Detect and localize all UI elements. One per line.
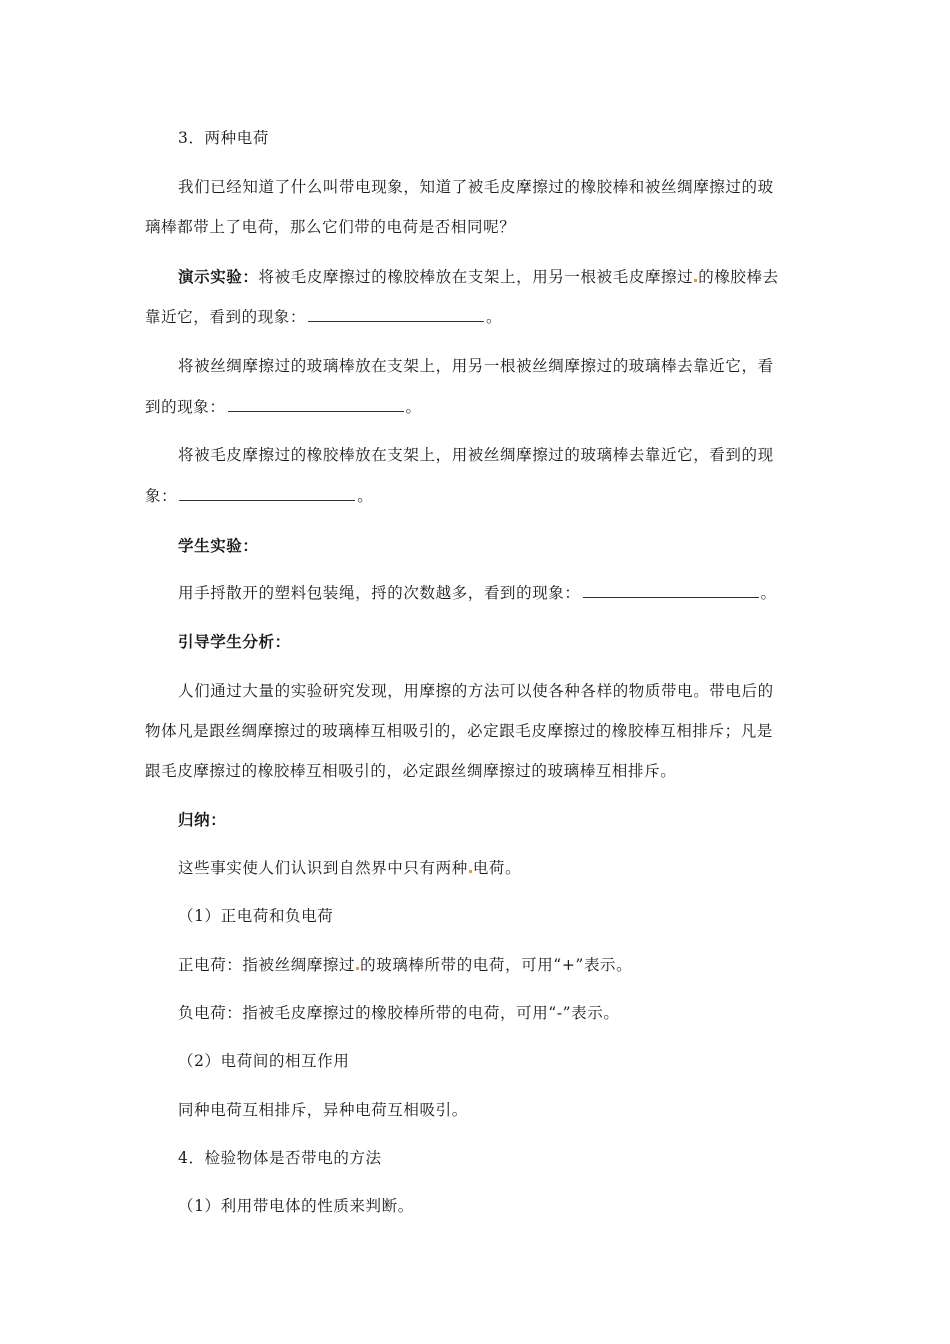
mark-dot bbox=[694, 279, 697, 282]
mark-dot bbox=[356, 967, 359, 970]
section-3-heading: 3．两种电荷 bbox=[178, 129, 269, 147]
guide-analysis-label: 引导学生分析： bbox=[178, 632, 291, 651]
interaction-rule: 同种电荷互相排斥，异种电荷互相吸引。 bbox=[178, 1101, 468, 1119]
demo-label: 演示实验： bbox=[178, 267, 259, 286]
section-4-heading: 4．检验物体是否带电的方法 bbox=[178, 1149, 382, 1167]
demo-paragraph-1: 演示实验：将被毛皮摩擦过的橡胶棒放在支架上，用另一根被毛皮摩擦过 的橡胶棒去 bbox=[178, 267, 779, 286]
demo-paragraph-3-cont: 象： 。 bbox=[145, 487, 374, 505]
guide-line-1: 人们通过大量的实验研究发现，用摩擦的方法可以使各种各样的物质带电。带电后的 bbox=[178, 682, 774, 700]
demo-paragraph-2: 将被丝绸摩擦过的玻璃棒放在支架上，用另一根被丝绸摩擦过的玻璃棒去靠近它，看 bbox=[178, 357, 774, 375]
negative-charge-definition: 负电荷：指被毛皮摩擦过的橡胶棒所带的电荷，可用“-”表示。 bbox=[178, 1004, 620, 1022]
positive-charge-definition: 正电荷：指被丝绸摩擦过 的玻璃棒所带的电荷，可用“+”表示。 bbox=[178, 956, 633, 974]
student-experiment-text: 用手捋散开的塑料包装绳，捋的次数越多，看到的现象： 。 bbox=[178, 584, 777, 602]
summary-text: 这些事实使人们认识到自然界中只有两种 电荷。 bbox=[178, 859, 522, 877]
demo-paragraph-1-cont: 靠近它，看到的现象： 。 bbox=[145, 308, 503, 326]
mark-dot bbox=[469, 870, 472, 873]
demo-paragraph-3: 将被毛皮摩擦过的橡胶棒放在支架上，用被丝绸摩擦过的玻璃棒去靠近它，看到的现 bbox=[178, 446, 774, 464]
answer-blank bbox=[308, 307, 484, 322]
demo-paragraph-2-cont: 到的现象： 。 bbox=[145, 398, 422, 416]
answer-blank bbox=[583, 583, 759, 598]
guide-line-2: 物体凡是跟丝绸摩擦过的玻璃棒互相吸引的，必定跟毛皮摩擦过的橡胶棒互相排斥；凡是 bbox=[145, 722, 773, 740]
intro-line-1: 我们已经知道了什么叫带电现象，知道了被毛皮摩擦过的橡胶棒和被丝绸摩擦过的玻 bbox=[178, 178, 774, 196]
answer-blank bbox=[179, 486, 355, 501]
answer-blank bbox=[228, 397, 404, 412]
guide-line-3: 跟毛皮摩擦过的橡胶棒互相吸引的，必定跟丝绸摩擦过的玻璃棒互相排斥。 bbox=[145, 762, 677, 780]
subheading-positive-negative: （1）正电荷和负电荷 bbox=[178, 907, 334, 925]
subheading-interaction: （2）电荷间的相互作用 bbox=[178, 1052, 350, 1070]
intro-line-2: 璃棒都带上了电荷，那么它们带的电荷是否相同呢？ bbox=[145, 218, 516, 236]
summary-label: 归纳： bbox=[178, 810, 227, 829]
student-experiment-label: 学生实验： bbox=[178, 536, 259, 555]
section-4-item-1: （1）利用带电体的性质来判断。 bbox=[178, 1197, 414, 1215]
